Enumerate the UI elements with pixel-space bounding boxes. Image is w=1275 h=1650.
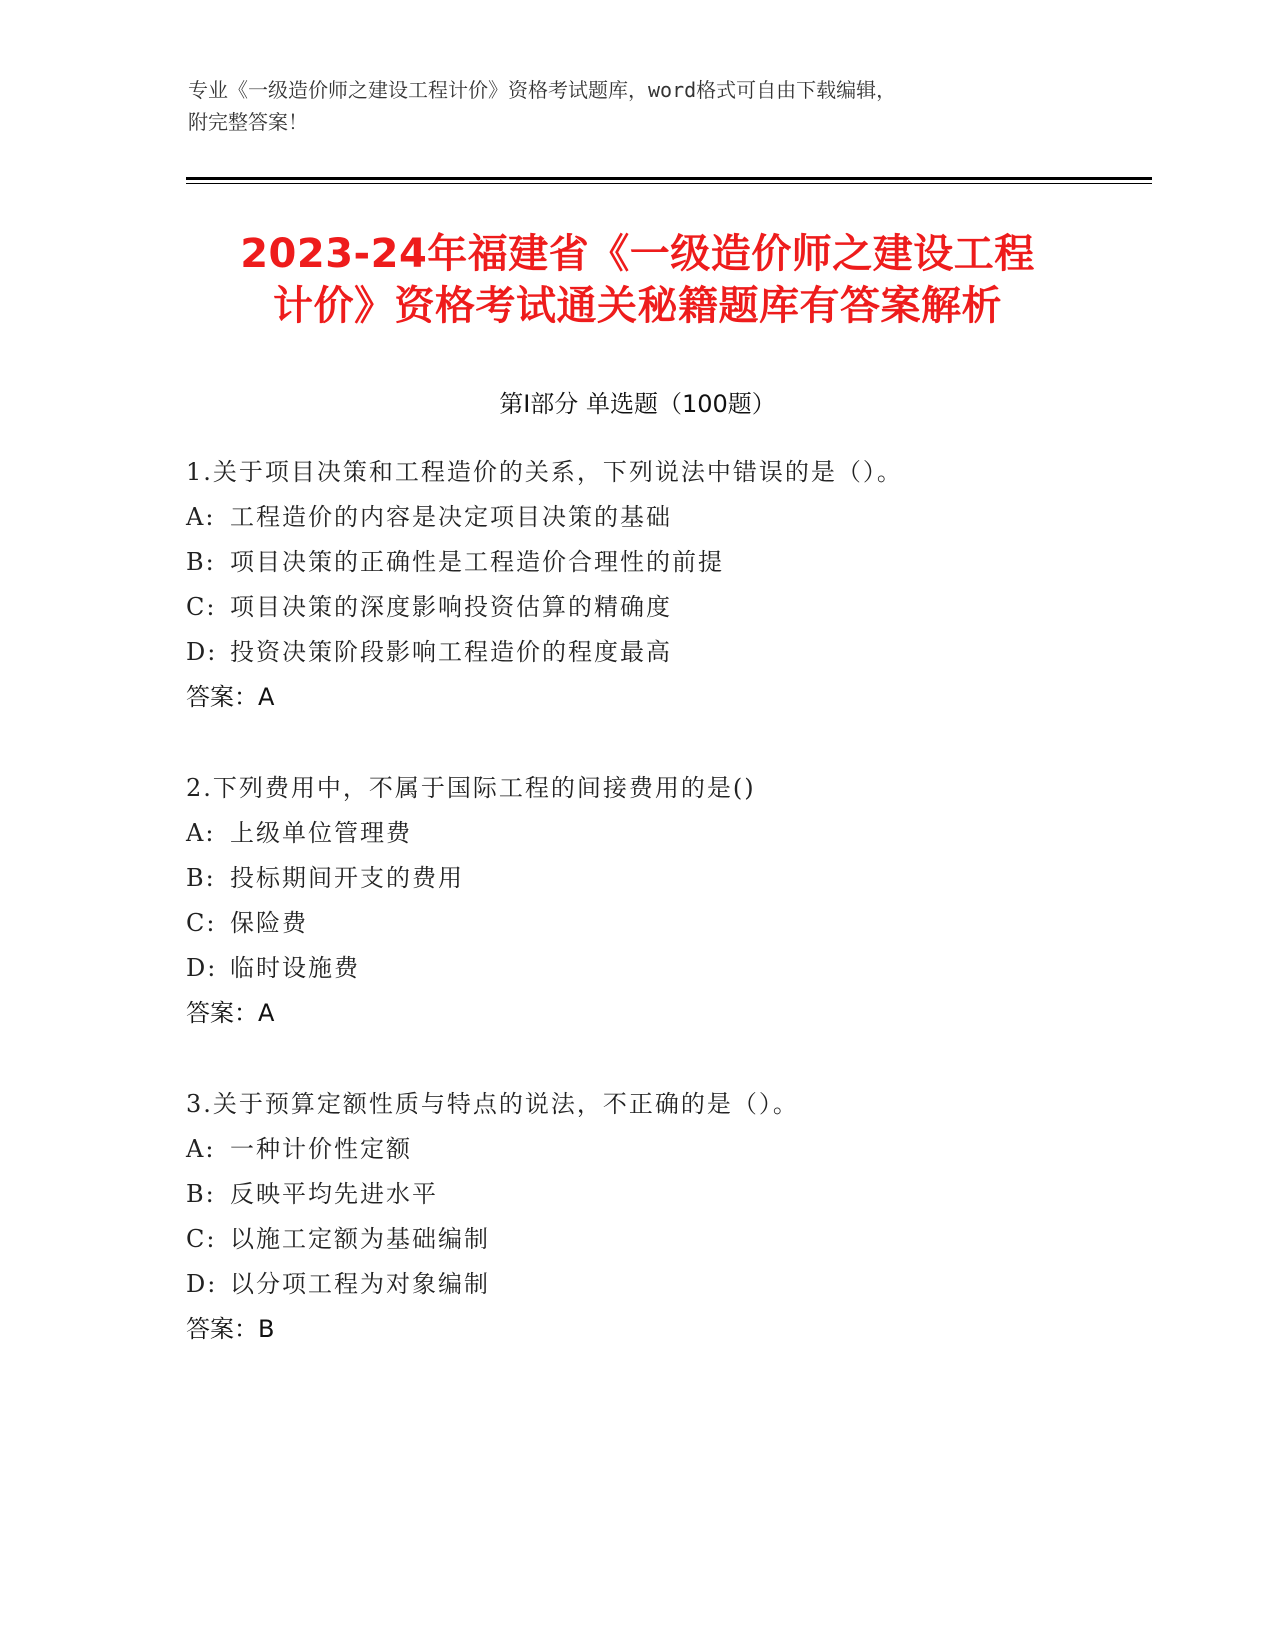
option-key: A:	[186, 819, 216, 847]
option-text: 以施工定额为基础编制	[230, 1225, 490, 1253]
question-stem: 1.关于项目决策和工程造价的关系，下列说法中错误的是（）。	[186, 458, 903, 486]
option-key: A:	[186, 1135, 216, 1163]
header-divider-thin	[186, 183, 1152, 184]
option-text: 保险费	[230, 909, 308, 937]
option-key: D:	[186, 954, 218, 982]
header-note	[188, 74, 1088, 138]
header-note-line-1: 专业《一级造价师之建设工程计价》资格考试题库，word格式可自由下载编辑，	[188, 78, 897, 102]
option-text: 反映平均先进水平	[230, 1180, 438, 1208]
option-key: C:	[186, 1225, 217, 1253]
option-key: D:	[186, 638, 218, 666]
question-1	[186, 450, 1146, 720]
option-b	[186, 1172, 1146, 1217]
document-title	[0, 228, 1275, 332]
option-text: 临时设施费	[230, 954, 360, 982]
option-b	[186, 540, 1146, 585]
section-title: 第I部分 单选题（100题）	[499, 390, 776, 418]
option-b	[186, 856, 1146, 901]
option-d	[186, 946, 1146, 991]
option-a	[186, 495, 1146, 540]
option-key: B:	[186, 548, 216, 576]
option-text: 一种计价性定额	[230, 1135, 412, 1163]
document-title-line-1: 2023-24年福建省《一级造价师之建设工程	[240, 231, 1035, 277]
option-key: B:	[186, 864, 216, 892]
answer-line: 答案：A	[186, 683, 275, 711]
option-text: 上级单位管理费	[230, 819, 412, 847]
option-key: A:	[186, 503, 216, 531]
answer-line: 答案：B	[186, 1315, 275, 1343]
option-text: 项目决策的深度影响投资估算的精确度	[230, 593, 672, 621]
answer-line: 答案：A	[186, 999, 275, 1027]
option-text: 工程造价的内容是决定项目决策的基础	[230, 503, 672, 531]
option-text: 投资决策阶段影响工程造价的程度最高	[230, 638, 672, 666]
option-a	[186, 811, 1146, 856]
option-text: 投标期间开支的费用	[230, 864, 464, 892]
question-2	[186, 766, 1146, 1036]
option-key: C:	[186, 593, 217, 621]
question-stem: 3.关于预算定额性质与特点的说法，不正确的是（）。	[186, 1090, 799, 1118]
question-3	[186, 1082, 1146, 1352]
option-key: B:	[186, 1180, 216, 1208]
question-stem: 2.下列费用中，不属于国际工程的间接费用的是()	[186, 774, 756, 802]
header-note-line-2: 附完整答案！	[188, 110, 308, 134]
option-c	[186, 901, 1146, 946]
option-text: 以分项工程为对象编制	[230, 1270, 490, 1298]
option-key: C:	[186, 909, 217, 937]
option-key: D:	[186, 1270, 218, 1298]
option-d	[186, 1262, 1146, 1307]
option-d	[186, 630, 1146, 675]
header-divider-thick	[186, 177, 1152, 180]
option-a	[186, 1127, 1146, 1172]
document-title-line-2: 计价》资格考试通关秘籍题库有答案解析	[273, 283, 1002, 329]
option-text: 项目决策的正确性是工程造价合理性的前提	[230, 548, 724, 576]
option-c	[186, 585, 1146, 630]
option-c	[186, 1217, 1146, 1262]
